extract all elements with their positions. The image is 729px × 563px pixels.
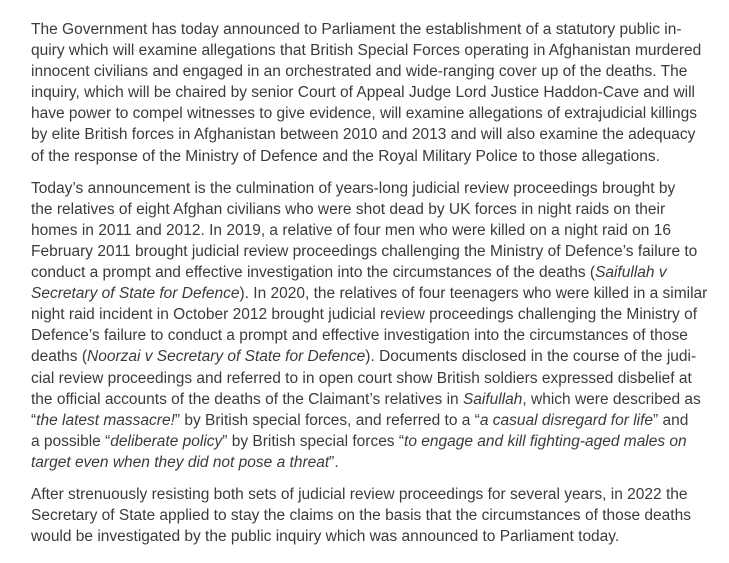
text-line	[31, 262, 707, 283]
text-line	[31, 40, 707, 61]
text-run: ). Documents disclosed in the course of the judi-	[365, 348, 697, 366]
paragraph-inquiry-announcement	[31, 19, 707, 167]
text-run: Defence’s failure to conduct a prompt and effective investigation into the circumstances of those	[31, 327, 688, 345]
text-run: have power to compel witnesses to give evidence, will examine allegations of extrajudicial killings	[31, 105, 697, 123]
text-run: innocent civilians and engaged in an orchestrated and wide-ranging cover up of the deaths. The	[31, 63, 688, 81]
text-run: “	[31, 411, 37, 429]
text-run: homes in 2011 and 2012. In 2019, a relative of four men who were killed on a night raid on 16	[31, 221, 671, 239]
text-run: night raid incident in October 2012 brought judicial review proceedings challenging the Ministry of	[31, 306, 698, 324]
paragraph-stay-of-claims	[31, 484, 707, 547]
text-run: ” and	[653, 411, 689, 429]
text-run: a possible “	[31, 432, 111, 450]
text-line	[31, 283, 707, 304]
text-run: the relatives of eight Afghan civilians who were shot dead by UK forces in night raids on their	[31, 200, 666, 218]
italic-text-run: deliberate policy	[110, 432, 223, 450]
text-run: cial review proceedings and referred to in open court show British soldiers expressed disbelief at	[31, 369, 692, 387]
text-run: ” by British special forces “	[222, 432, 405, 450]
text-line	[31, 431, 707, 452]
text-run: , which were described as	[522, 390, 701, 408]
text-line	[31, 452, 707, 473]
text-run: deaths (	[31, 348, 88, 366]
text-run: quiry which will examine allegations that British Special Forces operating in Afghanistan murdered	[31, 42, 702, 60]
text-line	[31, 484, 707, 505]
text-run: February 2011 brought judicial review proceedings challenging the Ministry of Defence’s failure to	[31, 242, 698, 260]
text-line	[31, 505, 707, 526]
text-line	[31, 368, 707, 389]
text-line	[31, 199, 707, 220]
italic-text-run: the latest massacre!	[36, 411, 175, 429]
text-run: After strenuously resisting both sets of judicial review proceedings for several years, in 2022 the	[31, 485, 688, 503]
paragraph-judicial-review-background	[31, 178, 707, 473]
text-run: ). In 2020, the relatives of four teenagers who were killed in a similar	[239, 285, 708, 303]
text-line	[31, 103, 707, 124]
text-line	[31, 346, 707, 367]
text-line	[31, 124, 707, 145]
text-run: the official accounts of the deaths of the Claimant’s relatives in	[31, 390, 463, 408]
italic-text-run: Noorzai v Secretary of State for Defence	[87, 348, 366, 366]
italic-text-run: a casual disregard for life	[479, 411, 654, 429]
text-line	[31, 146, 707, 167]
text-run: ” by British special forces, and referred to a “	[174, 411, 480, 429]
text-line	[31, 304, 707, 325]
text-line	[31, 410, 707, 431]
text-line	[31, 220, 707, 241]
italic-text-run: to engage and kill fighting-aged males on	[404, 432, 687, 450]
text-line	[31, 19, 707, 40]
text-run: Secretary of State applied to stay the claims on the basis that the circumstances of those deaths	[31, 507, 691, 525]
text-run: inquiry, which will be chaired by senior Court of Appeal Judge Lord Justice Haddon-Cave and will	[31, 84, 695, 102]
italic-text-run: Saifullah v	[595, 264, 667, 282]
italic-text-run: Saifullah	[462, 390, 523, 408]
text-line	[31, 325, 707, 346]
text-run: of the response of the Ministry of Defence and the Royal Military Police to those allegations.	[31, 147, 660, 165]
text-run: Today’s announcement is the culmination of years-long judicial review proceedings brought by	[31, 179, 676, 197]
text-line	[31, 526, 707, 547]
italic-text-run: Secretary of State for Defence	[31, 285, 240, 303]
text-run: would be investigated by the public inquiry which was announced to Parliament today.	[31, 528, 620, 546]
text-run: The Government has today announced to Parliament the establishment of a statutory public in-	[31, 21, 682, 38]
text-line	[31, 82, 707, 103]
article-body	[31, 19, 707, 558]
text-line	[31, 61, 707, 82]
text-line	[31, 389, 707, 410]
italic-text-run: target even when they did not pose a threat	[31, 453, 330, 471]
text-run: conduct a prompt and effective investigation into the circumstances of the deaths (	[31, 264, 596, 282]
text-run: ”.	[329, 453, 339, 471]
text-run: by elite British forces in Afghanistan between 2010 and 2013 and will also examine the adequacy	[31, 126, 696, 144]
text-line	[31, 178, 707, 199]
text-line	[31, 241, 707, 262]
